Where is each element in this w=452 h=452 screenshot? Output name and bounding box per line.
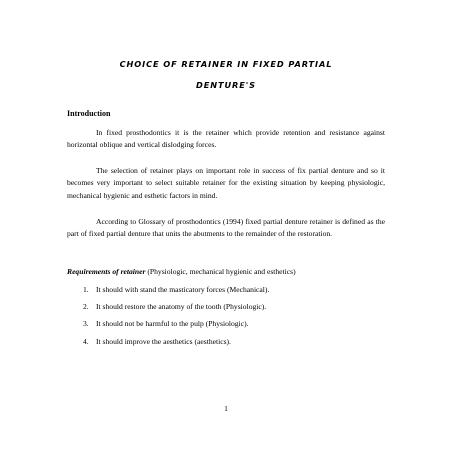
list-item-text: It should improve the aesthetics (aesthetics). <box>96 337 231 346</box>
list-item-text: It should with stand the masticatory forces (Mechanical). <box>96 285 270 294</box>
list-item-text: It should not be harmful to the pulp (Physiologic). <box>96 319 249 328</box>
requirements-heading: Requirements of retainer <box>67 267 146 276</box>
list-item-text: It should restore the anatomy of the tooth (Physiologic). <box>96 302 267 311</box>
list-item-number: 3. <box>83 319 89 328</box>
page-number: 1 <box>224 404 228 413</box>
list-item-number: 4. <box>83 337 89 346</box>
paragraph-selection: The selection of retainer plays on important role in success of fix partial denture and so it becomes very important to select suitable retainer for the existing situation by keeping physiologic, mechanical hygienic and esthetic factors in mind. <box>67 166 385 200</box>
document-title-line-1: CHOICE OF RETAINER IN FIXED PARTIAL <box>119 59 333 69</box>
list-item-number: 1. <box>83 285 89 294</box>
document-title-line-2: DENTURE'S <box>196 80 256 90</box>
list-item <box>83 285 269 294</box>
list-item <box>83 302 266 311</box>
list-item-number: 2. <box>83 302 89 311</box>
paragraph-glossary-definition: According to Glossary of prosthodontics (1994) fixed partial denture retainer is defined as the part of fixed partial denture that units the abutments to the remainder of the restoration. <box>67 217 385 239</box>
paragraph-retention: In fixed prosthodontics it is the retainer which provide retention and resistance against horizontal oblique and vertical dislodging forces. <box>67 128 385 150</box>
list-item <box>83 337 231 346</box>
requirements-line <box>67 267 296 276</box>
introduction-heading: Introduction <box>67 109 111 118</box>
list-item <box>83 319 249 328</box>
requirements-qualifier: (Physiologic, mechanical hygienic and esthetics) <box>145 267 296 276</box>
